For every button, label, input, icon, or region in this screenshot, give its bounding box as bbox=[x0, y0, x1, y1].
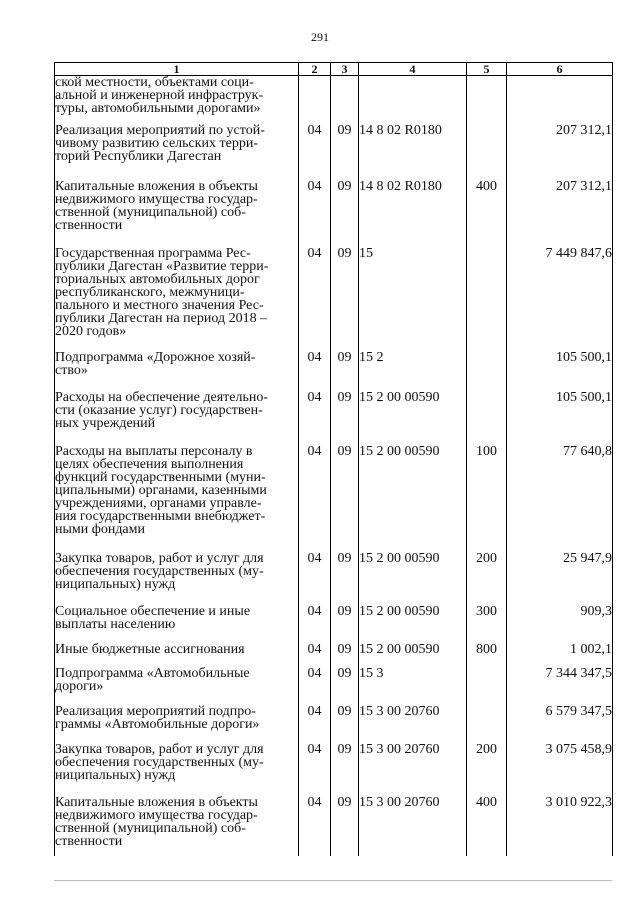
table-row bbox=[55, 180, 613, 247]
target-article-code: 14 8 02 R0180 bbox=[359, 124, 467, 180]
row-name bbox=[55, 605, 299, 643]
table-row bbox=[55, 76, 613, 124]
subsection-code: 09 bbox=[331, 605, 359, 643]
table-row bbox=[55, 643, 613, 667]
subsection-code: 09 bbox=[331, 391, 359, 445]
target-article-code: 15 3 00 20760 bbox=[359, 743, 467, 796]
column-header: 3 bbox=[331, 63, 359, 76]
row-name-line: туры, автомобильными дорогами» bbox=[55, 101, 261, 116]
amount: 909,3 bbox=[507, 605, 613, 643]
amount: 25 947,9 bbox=[507, 552, 613, 605]
row-name bbox=[55, 552, 299, 605]
section-code: 04 bbox=[299, 667, 331, 705]
amount: 207 312,1 bbox=[507, 124, 613, 180]
column-header: 6 bbox=[507, 63, 613, 76]
expense-type-code: 400 bbox=[467, 796, 507, 856]
table-row bbox=[55, 445, 613, 552]
row-name-line: пального и местного значения Рес- bbox=[55, 297, 264, 313]
row-name-line: ципальными) органами, казенными bbox=[55, 482, 267, 498]
target-article-code: 15 3 00 20760 bbox=[359, 705, 467, 743]
row-name-line: Подпрограмма «Автомобильные bbox=[55, 665, 250, 681]
row-name-line: ственности bbox=[55, 217, 123, 233]
row-name-line: публики Дагестан на период 2018 – bbox=[55, 310, 268, 326]
target-article-code: 15 2 00 00590 bbox=[359, 605, 467, 643]
table-row bbox=[55, 667, 613, 705]
row-name-line: ными фондами bbox=[55, 521, 146, 537]
row-name-line: ниципальных) нужд bbox=[55, 767, 176, 783]
amount: 3 010 922,3 bbox=[507, 796, 613, 856]
table-body bbox=[55, 76, 613, 856]
target-article-code bbox=[359, 76, 467, 124]
column-header: 5 bbox=[467, 63, 507, 76]
subsection-code: 09 bbox=[331, 705, 359, 743]
row-name-line: Закупка товаров, работ и услуг для bbox=[55, 741, 264, 757]
table-row bbox=[55, 743, 613, 796]
subsection-code: 09 bbox=[331, 351, 359, 391]
row-name-line: торий Республики Дагестан bbox=[55, 148, 222, 164]
expense-type-code: 800 bbox=[467, 643, 507, 667]
expense-type-code: 300 bbox=[467, 605, 507, 643]
column-header: 2 bbox=[299, 63, 331, 76]
budget-table bbox=[54, 62, 613, 856]
target-article-code: 15 2 00 00590 bbox=[359, 552, 467, 605]
table-row bbox=[55, 391, 613, 445]
row-name-line: ния государственными внебюджет- bbox=[55, 508, 266, 524]
table-row bbox=[55, 605, 613, 643]
row-name-line: Расходы на обеспечение деятельно- bbox=[55, 389, 268, 405]
row-name-line: ственности bbox=[55, 833, 123, 849]
row-name-line: граммы «Автомобильные дороги» bbox=[55, 716, 260, 732]
row-name-line: ниципальных) нужд bbox=[55, 576, 176, 592]
row-name bbox=[55, 76, 299, 124]
target-article-code: 15 2 bbox=[359, 351, 467, 391]
row-name bbox=[55, 391, 299, 445]
expense-type-code bbox=[467, 391, 507, 445]
row-name-line: обеспечения государственных (му- bbox=[55, 563, 264, 579]
expense-type-code: 200 bbox=[467, 552, 507, 605]
row-name-line: ской местности, объектами соци- bbox=[55, 75, 254, 90]
amount: 105 500,1 bbox=[507, 351, 613, 391]
section-code: 04 bbox=[299, 124, 331, 180]
row-name-line: Закупка товаров, работ и услуг для bbox=[55, 550, 264, 566]
row-name-line: ториальных автомобильных дорог bbox=[55, 271, 260, 287]
section-code: 04 bbox=[299, 643, 331, 667]
row-name-line: ных учреждений bbox=[55, 415, 156, 431]
expense-type-code bbox=[467, 705, 507, 743]
row-name bbox=[55, 705, 299, 743]
section-code: 04 bbox=[299, 743, 331, 796]
row-name-line: Иные бюджетные ассигнования bbox=[55, 641, 245, 657]
expense-type-code: 200 bbox=[467, 743, 507, 796]
expense-type-code bbox=[467, 124, 507, 180]
row-name-line: целях обеспечения выполнения bbox=[55, 456, 244, 472]
subsection-code: 09 bbox=[331, 124, 359, 180]
section-code bbox=[299, 76, 331, 124]
row-name-line: публики Дагестан «Развитие терри- bbox=[55, 258, 269, 274]
subsection-code: 09 bbox=[331, 247, 359, 351]
subsection-code: 09 bbox=[331, 796, 359, 856]
amount: 105 500,1 bbox=[507, 391, 613, 445]
amount: 6 579 347,5 bbox=[507, 705, 613, 743]
subsection-code: 09 bbox=[331, 180, 359, 247]
row-name-line: Капитальные вложения в объекты bbox=[55, 178, 258, 194]
target-article-code: 15 2 00 00590 bbox=[359, 391, 467, 445]
table-row bbox=[55, 247, 613, 351]
subsection-code: 09 bbox=[331, 643, 359, 667]
amount: 207 312,1 bbox=[507, 180, 613, 247]
subsection-code: 09 bbox=[331, 445, 359, 552]
amount: 7 344 347,5 bbox=[507, 667, 613, 705]
table-row bbox=[55, 124, 613, 180]
row-name bbox=[55, 124, 299, 180]
section-code: 04 bbox=[299, 445, 331, 552]
section-code: 04 bbox=[299, 351, 331, 391]
expense-type-code bbox=[467, 76, 507, 124]
amount: 3 075 458,9 bbox=[507, 743, 613, 796]
row-name-line: функций государственными (муни- bbox=[55, 469, 266, 485]
amount: 7 449 847,6 bbox=[507, 247, 613, 351]
row-name bbox=[55, 796, 299, 856]
row-name-line: недвижимого имущества государ- bbox=[55, 807, 258, 823]
amount: 1 002,1 bbox=[507, 643, 613, 667]
row-name-line: обеспечения государственных (му- bbox=[55, 754, 264, 770]
row-name-line: Реализация мероприятий подпро- bbox=[55, 703, 256, 719]
row-name-line: альной и инженерной инфраструк- bbox=[55, 88, 264, 103]
expense-type-code: 100 bbox=[467, 445, 507, 552]
subsection-code: 09 bbox=[331, 667, 359, 705]
section-code: 04 bbox=[299, 705, 331, 743]
amount bbox=[507, 76, 613, 124]
row-name-line: ственной (муниципальной) соб- bbox=[55, 204, 246, 220]
row-name-line: Расходы на выплаты персоналу в bbox=[55, 443, 253, 459]
page-bottom-rule bbox=[54, 880, 612, 881]
expense-type-code bbox=[467, 667, 507, 705]
column-header: 1 bbox=[55, 63, 299, 76]
section-code: 04 bbox=[299, 247, 331, 351]
table-header-row bbox=[55, 63, 613, 76]
table-row bbox=[55, 705, 613, 743]
table-row bbox=[55, 796, 613, 856]
row-name-line: ственной (муниципальной) соб- bbox=[55, 820, 246, 836]
row-name-line: учреждениями, органами управле- bbox=[55, 495, 262, 511]
subsection-code bbox=[331, 76, 359, 124]
row-name-line: дороги» bbox=[55, 678, 104, 694]
target-article-code: 15 2 00 00590 bbox=[359, 643, 467, 667]
page-number: 291 bbox=[311, 30, 329, 44]
row-name-line: Государственная программа Рес- bbox=[55, 245, 251, 261]
expense-type-code bbox=[467, 351, 507, 391]
target-article-code: 15 2 00 00590 bbox=[359, 445, 467, 552]
expense-type-code bbox=[467, 247, 507, 351]
column-header: 4 bbox=[359, 63, 467, 76]
section-code: 04 bbox=[299, 391, 331, 445]
row-name bbox=[55, 643, 299, 667]
row-name-line: Капитальные вложения в объекты bbox=[55, 794, 258, 810]
target-article-code: 14 8 02 R0180 bbox=[359, 180, 467, 247]
table-row bbox=[55, 552, 613, 605]
section-code: 04 bbox=[299, 796, 331, 856]
target-article-code: 15 3 00 20760 bbox=[359, 796, 467, 856]
row-name bbox=[55, 180, 299, 247]
row-name-line: 2020 годов» bbox=[55, 323, 127, 339]
row-name bbox=[55, 351, 299, 391]
target-article-code: 15 3 bbox=[359, 667, 467, 705]
row-name-line: Реализация мероприятий по устой- bbox=[55, 122, 265, 138]
row-name-line: Подпрограмма «Дорожное хозяй- bbox=[55, 349, 256, 365]
row-name-line: республиканского, межмуници- bbox=[55, 284, 245, 300]
section-code: 04 bbox=[299, 552, 331, 605]
row-name-line: выплаты населению bbox=[55, 616, 176, 632]
amount: 77 640,8 bbox=[507, 445, 613, 552]
row-name-line: Социальное обеспечение и иные bbox=[55, 603, 251, 619]
section-code: 04 bbox=[299, 605, 331, 643]
row-name-line: сти (оказание услуг) государствен- bbox=[55, 402, 263, 418]
section-code: 04 bbox=[299, 180, 331, 247]
subsection-code: 09 bbox=[331, 743, 359, 796]
row-name bbox=[55, 445, 299, 552]
row-name bbox=[55, 247, 299, 351]
row-name bbox=[55, 743, 299, 796]
row-name-line: чивому развитию сельских терри- bbox=[55, 135, 259, 151]
row-name bbox=[55, 667, 299, 705]
row-name-line: недвижимого имущества государ- bbox=[55, 191, 258, 207]
target-article-code: 15 bbox=[359, 247, 467, 351]
row-name-line: ство» bbox=[55, 362, 88, 378]
table-row bbox=[55, 351, 613, 391]
subsection-code: 09 bbox=[331, 552, 359, 605]
expense-type-code: 400 bbox=[467, 180, 507, 247]
